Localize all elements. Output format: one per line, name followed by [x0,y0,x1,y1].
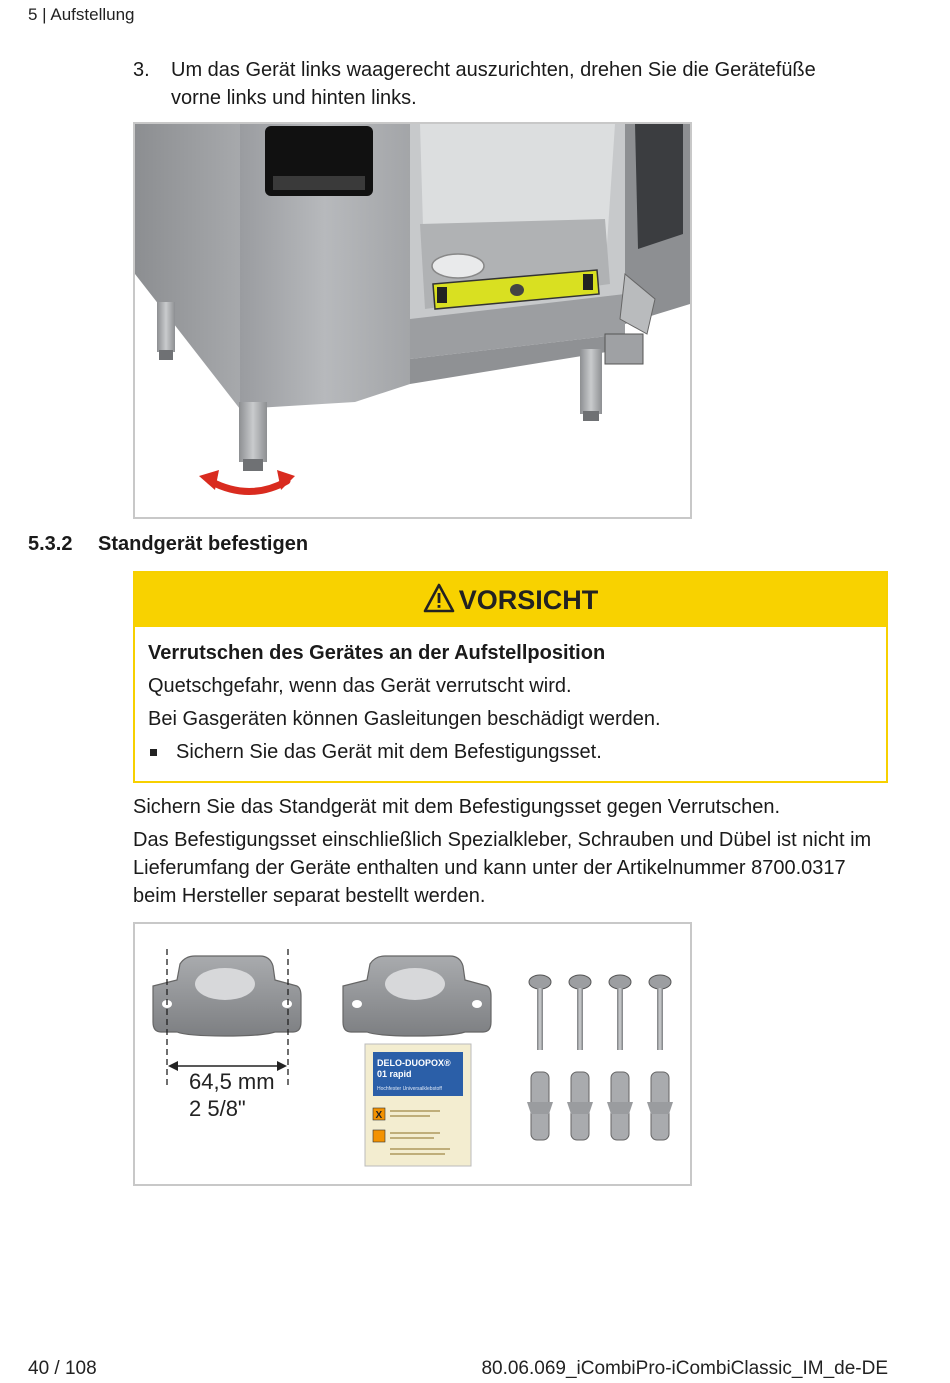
fastening-kit-illustration [133,922,692,1186]
dimension-mm-label: 64,5 mm [189,1069,275,1094]
screw-icon [529,975,551,1050]
screw-icon [649,975,671,1050]
wall-plug-icon [607,1072,633,1140]
caution-body [148,639,868,771]
dimension-inch-label: 2 5/8" [189,1096,246,1121]
fastening-kit-image [135,924,690,1184]
caution-bullet [148,738,868,771]
appliance-foot-adjustment-image [135,124,690,517]
bullet-square-icon [150,749,157,756]
glue-packet-icon [365,1044,471,1166]
paragraph: Sichern Sie das Standgerät mit dem Befestigungsset gegen Verrutschen. [133,796,781,818]
screw-icon [609,975,631,1050]
step-text: Um das Gerät links waagerecht auszurichten, drehen Sie die Gerätefüße vorne links und hinten links. [171,59,816,109]
glue-description-label: Hochfester Universalklebstoff [377,1086,442,1092]
caution-title: Verrutschen des Gerätes an der Aufstellposition [148,642,606,664]
mounting-bracket-icon [153,956,301,1036]
caution-box [133,571,888,783]
caution-line: Quetschgefahr, wenn das Gerät verrutscht wird. [148,675,572,697]
caution-heading: VORSICHT [458,585,599,615]
glue-product-label: 01 rapid [377,1069,412,1079]
page-number: 40 / 108 [28,1358,97,1379]
warning-triangle-icon [423,583,455,613]
document-id: 80.06.069_iCombiPro-iCombiClassic_IM_de-DE [481,1358,888,1379]
section-title: Standgerät befestigen [98,533,309,555]
wall-plug-icon [527,1072,553,1140]
section-number: 5.3.2 [28,533,73,555]
step-number: 3. [133,59,150,81]
paragraph: Das Befestigungsset einschließlich Spezialkleber, Schrauben und Dübel ist nicht im Lieferumfang der Geräte enthalten und kann unter der Artikelnummer 8700.0317 beim Hersteller separat bestellt werden. [133,829,872,907]
screw-icon [569,975,591,1050]
wall-plug-icon [647,1072,673,1140]
running-header: 5 | Aufstellung [28,5,135,24]
caution-header [135,573,886,627]
mounting-bracket-icon [343,956,491,1036]
glue-brand-label: DELO-DUOPOX® [377,1058,451,1068]
caution-line: Bei Gasgeräten können Gasleitungen beschädigt werden. [148,708,661,730]
svg-text:X: X [375,1110,383,1121]
wall-plug-icon [567,1072,593,1140]
caution-bullet-text: Sichern Sie das Gerät mit dem Befestigungsset. [176,741,602,763]
leveling-illustration [133,122,692,519]
